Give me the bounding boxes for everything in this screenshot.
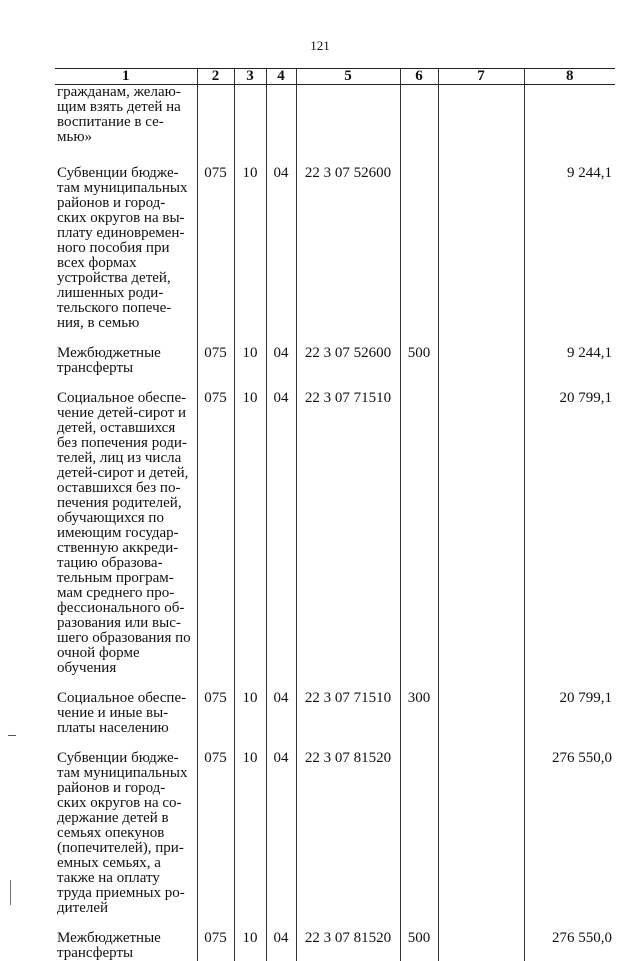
column-header: 4 bbox=[266, 69, 296, 85]
cell-subsection: 04 bbox=[266, 331, 296, 376]
column-header: 5 bbox=[296, 69, 400, 85]
table-row bbox=[55, 376, 615, 676]
row-description: гражданам, желаю-щим взять детей на воспитание в се-мью» bbox=[57, 84, 181, 145]
cell-subsection: 04 bbox=[266, 676, 296, 736]
cell-section: 10 bbox=[234, 331, 266, 376]
cell-amount: 20 799,1 bbox=[524, 376, 615, 676]
row-description: Межбюджетные трансферты bbox=[57, 345, 161, 376]
column-header: 8 bbox=[524, 69, 615, 85]
cell-amount: 9 244,1 bbox=[524, 151, 615, 331]
cell-ministry: 075 bbox=[197, 916, 234, 961]
cell-amount: 9 244,1 bbox=[524, 331, 615, 376]
margin-mark bbox=[8, 735, 16, 736]
cell-expense-type: 500 bbox=[400, 331, 438, 376]
cell-section: 10 bbox=[234, 736, 266, 916]
cell-section: 10 bbox=[234, 916, 266, 961]
cell-amount: 276 550,0 bbox=[524, 736, 615, 916]
cell-col7 bbox=[438, 676, 524, 736]
table-row bbox=[55, 676, 615, 736]
cell-subsection: 04 bbox=[266, 151, 296, 331]
row-description: Субвенции бюдже-там муниципальных районов и город-ских округов на со-держание детей в семьях опекунов (попечителей), при-емных семьях, а также на оплату труда приемных ро-дителей bbox=[57, 750, 188, 916]
budget-table bbox=[55, 68, 615, 961]
cell-expense-type bbox=[400, 736, 438, 916]
cell-ministry: 075 bbox=[197, 331, 234, 376]
row-description: Межбюджетные трансферты bbox=[57, 930, 161, 961]
cell-section: 10 bbox=[234, 676, 266, 736]
cell-section: 10 bbox=[234, 376, 266, 676]
margin-line bbox=[10, 880, 11, 905]
cell-target-article: 22 3 07 52600 bbox=[296, 151, 400, 331]
table-row-continuation bbox=[55, 85, 615, 152]
table-row bbox=[55, 151, 615, 331]
cell-col7 bbox=[438, 736, 524, 916]
table-row bbox=[55, 331, 615, 376]
cell-expense-type bbox=[400, 151, 438, 331]
column-header: 3 bbox=[234, 69, 266, 85]
cell-col7 bbox=[438, 376, 524, 676]
cell-amount: 20 799,1 bbox=[524, 676, 615, 736]
cell-target-article: 22 3 07 81520 bbox=[296, 736, 400, 916]
cell-section: 10 bbox=[234, 151, 266, 331]
cell-ministry: 075 bbox=[197, 376, 234, 676]
column-header: 2 bbox=[197, 69, 234, 85]
column-header: 1 bbox=[55, 69, 197, 85]
page-number: 121 bbox=[310, 38, 330, 53]
cell-target-article: 22 3 07 52600 bbox=[296, 331, 400, 376]
cell-ministry: 075 bbox=[197, 736, 234, 916]
row-description: Субвенции бюдже-там муниципальных районов и город-ских округов на вы-плату единовремен-ного пособия при всех формах устройства детей, лишенных роди-тельского попече-ния, в семью bbox=[57, 165, 188, 331]
table-row bbox=[55, 916, 615, 961]
cell-col7 bbox=[438, 916, 524, 961]
cell-subsection: 04 bbox=[266, 376, 296, 676]
cell-col7 bbox=[438, 331, 524, 376]
column-header: 6 bbox=[400, 69, 438, 85]
cell-expense-type: 500 bbox=[400, 916, 438, 961]
cell-expense-type: 300 bbox=[400, 676, 438, 736]
cell-ministry: 075 bbox=[197, 151, 234, 331]
table-row bbox=[55, 736, 615, 916]
cell-expense-type bbox=[400, 376, 438, 676]
cell-col7 bbox=[438, 151, 524, 331]
row-description: Социальное обеспе-чение и иные вы-платы населению bbox=[57, 690, 187, 736]
header-row bbox=[55, 69, 615, 85]
cell-target-article: 22 3 07 71510 bbox=[296, 376, 400, 676]
row-description: Социальное обеспе-чение детей-сирот и детей, оставшихся без попечения роди-телей, лиц из числа детей-сирот и детей, оставшихся без по-печения родителей, обучающихся по имеющим государ-ственную аккреди-тацию образова-тельным програм-мам среднего про-фессионального об-разования или выс-шего образования по очной форме обучения bbox=[57, 390, 191, 676]
cell-ministry: 075 bbox=[197, 676, 234, 736]
cell-subsection: 04 bbox=[266, 916, 296, 961]
column-header: 7 bbox=[438, 69, 524, 85]
cell-target-article: 22 3 07 81520 bbox=[296, 916, 400, 961]
cell-target-article: 22 3 07 71510 bbox=[296, 676, 400, 736]
cell-amount: 276 550,0 bbox=[524, 916, 615, 961]
cell-subsection: 04 bbox=[266, 736, 296, 916]
